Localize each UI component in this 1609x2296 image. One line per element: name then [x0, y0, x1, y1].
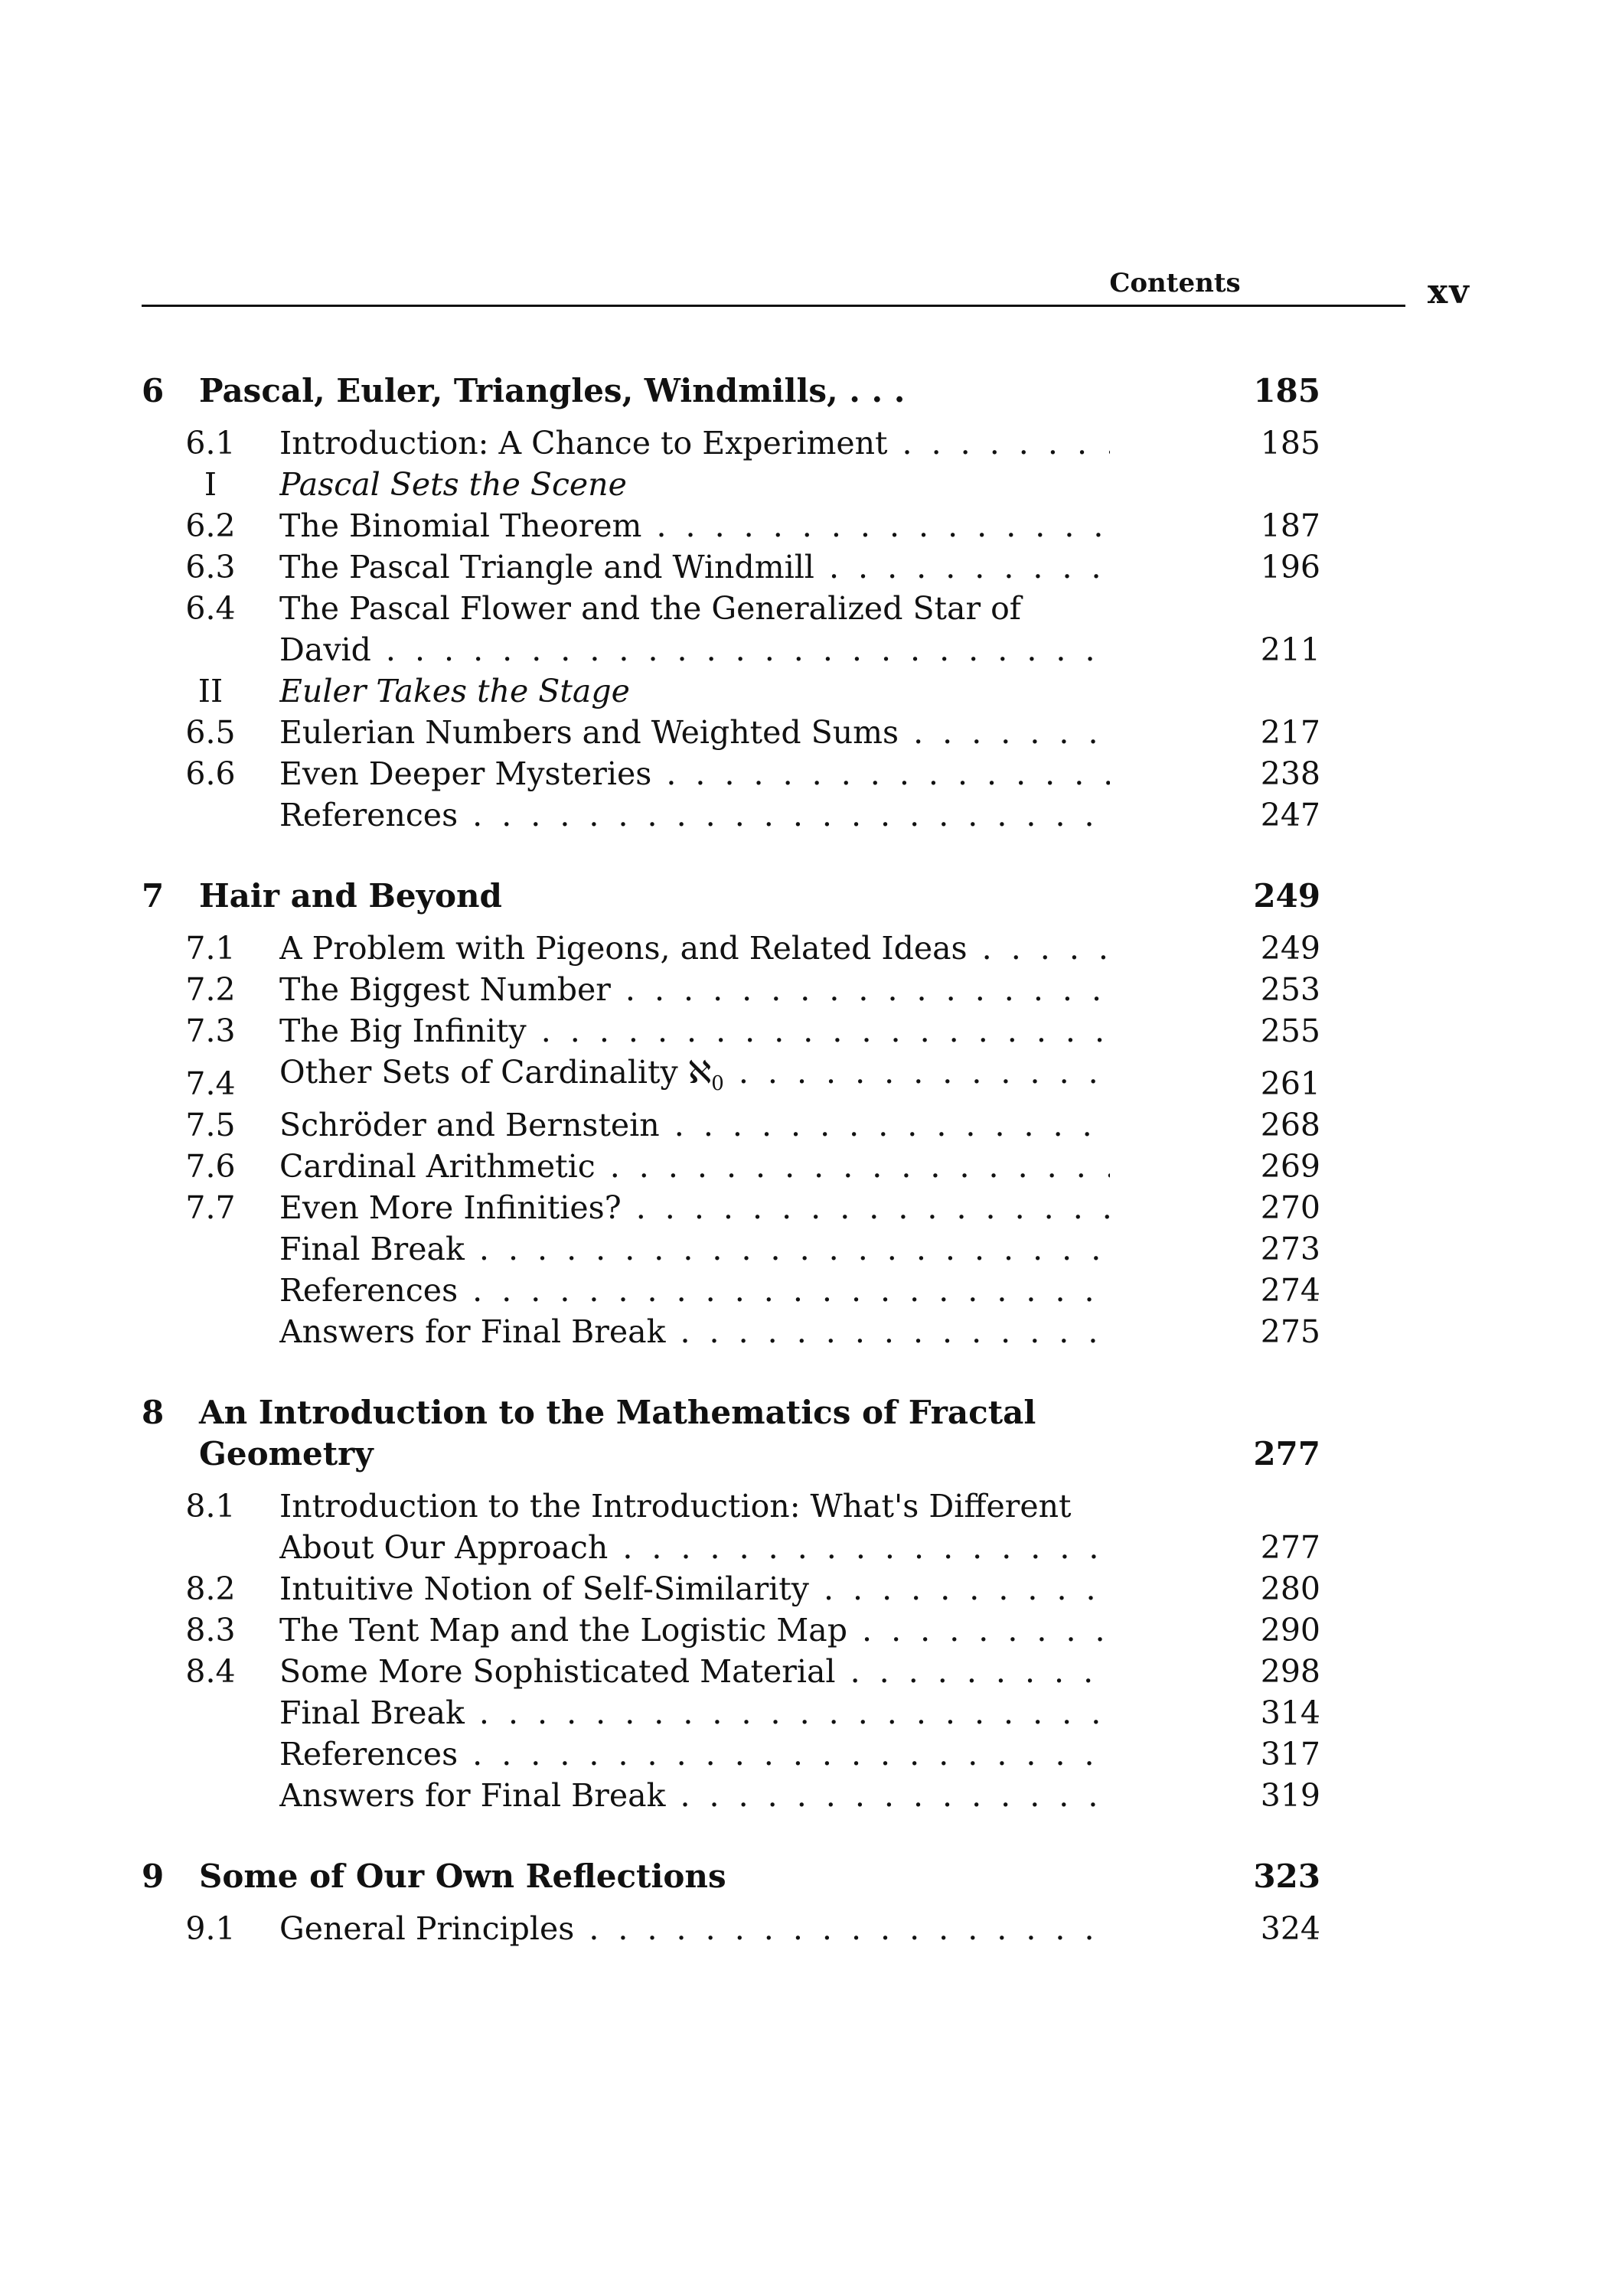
- toc-entry[interactable]: [142, 794, 1351, 836]
- section-title: Even More Infinities? . . .: [279, 1187, 1110, 1228]
- toc-entry[interactable]: [142, 969, 1351, 1010]
- chapter-7: [142, 876, 1351, 1352]
- section-number: 7.2: [185, 971, 236, 1008]
- section-title: Even Deeper Mysteries . . .: [279, 753, 1110, 794]
- section-title: Answers for Final Break . . .: [279, 1311, 1110, 1352]
- chapter-heading[interactable]: [142, 1392, 1351, 1475]
- section-page: 273: [1260, 1231, 1320, 1268]
- section-title: [279, 588, 1110, 670]
- part-heading[interactable]: [142, 464, 1351, 505]
- section-number: 8.2: [185, 1570, 236, 1608]
- toc-entry[interactable]: [142, 1010, 1351, 1052]
- toc-entry[interactable]: [142, 1775, 1351, 1816]
- toc-entry[interactable]: [142, 1568, 1351, 1609]
- section-page: 217: [1260, 714, 1320, 751]
- header-rule: [142, 305, 1405, 307]
- section-number: 7.3: [185, 1013, 236, 1049]
- chapter-number: 8: [142, 1394, 165, 1432]
- toc-entry[interactable]: [142, 1187, 1351, 1228]
- section-page: 290: [1260, 1612, 1320, 1649]
- section-page: 314: [1260, 1694, 1320, 1732]
- section-page: 187: [1260, 507, 1320, 544]
- section-title-text: Other Sets of Cardinality ℵ: [279, 1054, 712, 1091]
- chapter-title: [199, 1392, 1110, 1475]
- chapter-6: [142, 370, 1351, 836]
- section-number: 9.1: [185, 1910, 236, 1948]
- section-page: 249: [1260, 930, 1320, 967]
- section-number: 7.4: [185, 1065, 236, 1103]
- section-number: 8.3: [185, 1612, 236, 1649]
- section-page: 274: [1260, 1272, 1320, 1309]
- section-page: 277: [1260, 1529, 1320, 1567]
- chapter-number: 6: [142, 372, 165, 409]
- chapter-title-line2: Geometry: [199, 1435, 374, 1473]
- section-title: Answers for Final Break . . .: [279, 1775, 1110, 1816]
- page-number: xv: [1428, 272, 1470, 311]
- section-title: References . . .: [279, 1270, 1110, 1311]
- part-title: Euler Takes the Stage: [279, 673, 630, 709]
- chapter-page: 249: [1253, 877, 1320, 915]
- section-title: Cardinal Arithmetic . . .: [279, 1146, 1110, 1187]
- toc-entry[interactable]: [142, 1270, 1351, 1311]
- section-title: Some More Sophisticated Material . . .: [279, 1651, 1110, 1692]
- aleph-subscript: 0: [711, 1072, 724, 1096]
- chapter-title-line1: An Introduction to the Mathematics of Fractal: [199, 1394, 1036, 1432]
- section-page: 319: [1260, 1777, 1320, 1815]
- section-page: 298: [1260, 1653, 1320, 1691]
- section-page: 280: [1260, 1570, 1320, 1608]
- chapter-title: Hair and Beyond: [199, 877, 502, 915]
- toc-entry[interactable]: [142, 1692, 1351, 1733]
- section-number: 6.4: [185, 590, 236, 627]
- chapter-heading[interactable]: [142, 876, 1351, 917]
- toc-entry[interactable]: [142, 1908, 1351, 1949]
- section-title: The Biggest Number . . .: [279, 969, 1110, 1010]
- section-title: Intuitive Notion of Self-Similarity . . .: [279, 1568, 1110, 1609]
- part-title: Pascal Sets the Scene: [279, 466, 627, 503]
- section-page: 238: [1260, 755, 1320, 792]
- section-number: 6.5: [185, 714, 236, 751]
- section-title: The Big Infinity . . .: [279, 1010, 1110, 1052]
- section-page: 247: [1260, 797, 1320, 833]
- toc-entry[interactable]: [142, 1228, 1351, 1270]
- section-page: 268: [1260, 1107, 1320, 1144]
- chapter-heading[interactable]: [142, 370, 1351, 412]
- section-number: 7.1: [185, 930, 236, 967]
- running-title: Contents: [1109, 268, 1241, 298]
- toc-entry[interactable]: [142, 1146, 1351, 1187]
- section-title: The Tent Map and the Logistic Map . . .: [279, 1609, 1110, 1651]
- part-heading[interactable]: [142, 670, 1351, 712]
- toc-entry[interactable]: [142, 1104, 1351, 1146]
- section-page: 261: [1260, 1065, 1320, 1103]
- section-page: 270: [1260, 1189, 1320, 1227]
- toc-entry[interactable]: [142, 588, 1351, 670]
- chapter-page: 323: [1253, 1857, 1320, 1896]
- toc-entry[interactable]: [142, 1733, 1351, 1775]
- section-title: A Problem with Pigeons, and Related Ideas . . .: [279, 928, 1110, 969]
- section-title: Introduction: A Chance to Experiment . . .: [279, 422, 1110, 464]
- toc-entry[interactable]: [142, 1311, 1351, 1352]
- section-page: 324: [1260, 1910, 1320, 1948]
- chapter-page: 185: [1253, 372, 1320, 409]
- section-page: 317: [1260, 1736, 1320, 1773]
- section-title: Final Break . . .: [279, 1692, 1110, 1733]
- chapter-heading[interactable]: [142, 1856, 1351, 1897]
- section-title: The Pascal Triangle and Windmill . . .: [279, 546, 1110, 588]
- section-number: 7.5: [185, 1107, 236, 1144]
- section-title-line2: About Our Approach . . .: [279, 1527, 1110, 1568]
- section-page: 269: [1260, 1148, 1320, 1186]
- chapter-8: [142, 1392, 1351, 1816]
- toc-entry[interactable]: [142, 1651, 1351, 1692]
- part-number: II: [197, 673, 224, 709]
- section-title-line1: The Pascal Flower and the Generalized Star of: [279, 590, 1021, 627]
- section-number: 6.6: [185, 755, 236, 792]
- toc-entry[interactable]: [142, 1052, 1351, 1104]
- toc-entry[interactable]: [142, 1486, 1351, 1568]
- section-number: 8.4: [185, 1653, 236, 1691]
- toc-entry[interactable]: [142, 1609, 1351, 1651]
- section-page: 255: [1260, 1013, 1320, 1049]
- section-number: 7.6: [185, 1148, 236, 1186]
- section-number: 6.2: [185, 507, 236, 544]
- toc-entry[interactable]: [142, 546, 1351, 588]
- section-page: 185: [1260, 425, 1320, 461]
- chapter-page: 277: [1253, 1435, 1320, 1473]
- section-number: 6.1: [185, 425, 236, 461]
- section-page: 275: [1260, 1313, 1320, 1351]
- section-number: 8.1: [185, 1488, 236, 1525]
- toc-entry[interactable]: [142, 422, 1351, 464]
- section-title: References . . .: [279, 794, 1110, 836]
- section-number: 6.3: [185, 549, 236, 585]
- section-title: Final Break . . .: [279, 1228, 1110, 1270]
- running-header: [142, 268, 1470, 314]
- section-title: [279, 1052, 1110, 1104]
- section-page: 196: [1260, 549, 1320, 585]
- section-title: Eulerian Numbers and Weighted Sums . . .: [279, 712, 1110, 753]
- section-page: 211: [1260, 631, 1320, 668]
- section-title-line1: Introduction to the Introduction: What's Different: [279, 1488, 1072, 1525]
- section-title: General Principles . . .: [279, 1908, 1110, 1949]
- section-title: Schröder and Bernstein . . .: [279, 1104, 1110, 1146]
- section-title: The Binomial Theorem . . .: [279, 505, 1110, 546]
- chapter-9: [142, 1856, 1351, 1949]
- section-title: References . . .: [279, 1733, 1110, 1775]
- toc-entry[interactable]: [142, 753, 1351, 794]
- chapter-number: 9: [142, 1857, 165, 1896]
- section-title: [279, 1486, 1110, 1568]
- chapter-number: 7: [142, 877, 165, 915]
- toc-entry[interactable]: [142, 928, 1351, 969]
- table-of-contents: [142, 370, 1351, 1989]
- part-number: I: [204, 466, 217, 503]
- section-number: 7.7: [185, 1189, 236, 1227]
- toc-entry[interactable]: [142, 505, 1351, 546]
- section-page: 253: [1260, 971, 1320, 1008]
- chapter-title: Some of Our Own Reflections: [199, 1857, 726, 1896]
- chapter-title: Pascal, Euler, Triangles, Windmills, . . .: [199, 372, 906, 409]
- section-title-line2: David . . .: [279, 629, 1110, 670]
- toc-entry[interactable]: [142, 712, 1351, 753]
